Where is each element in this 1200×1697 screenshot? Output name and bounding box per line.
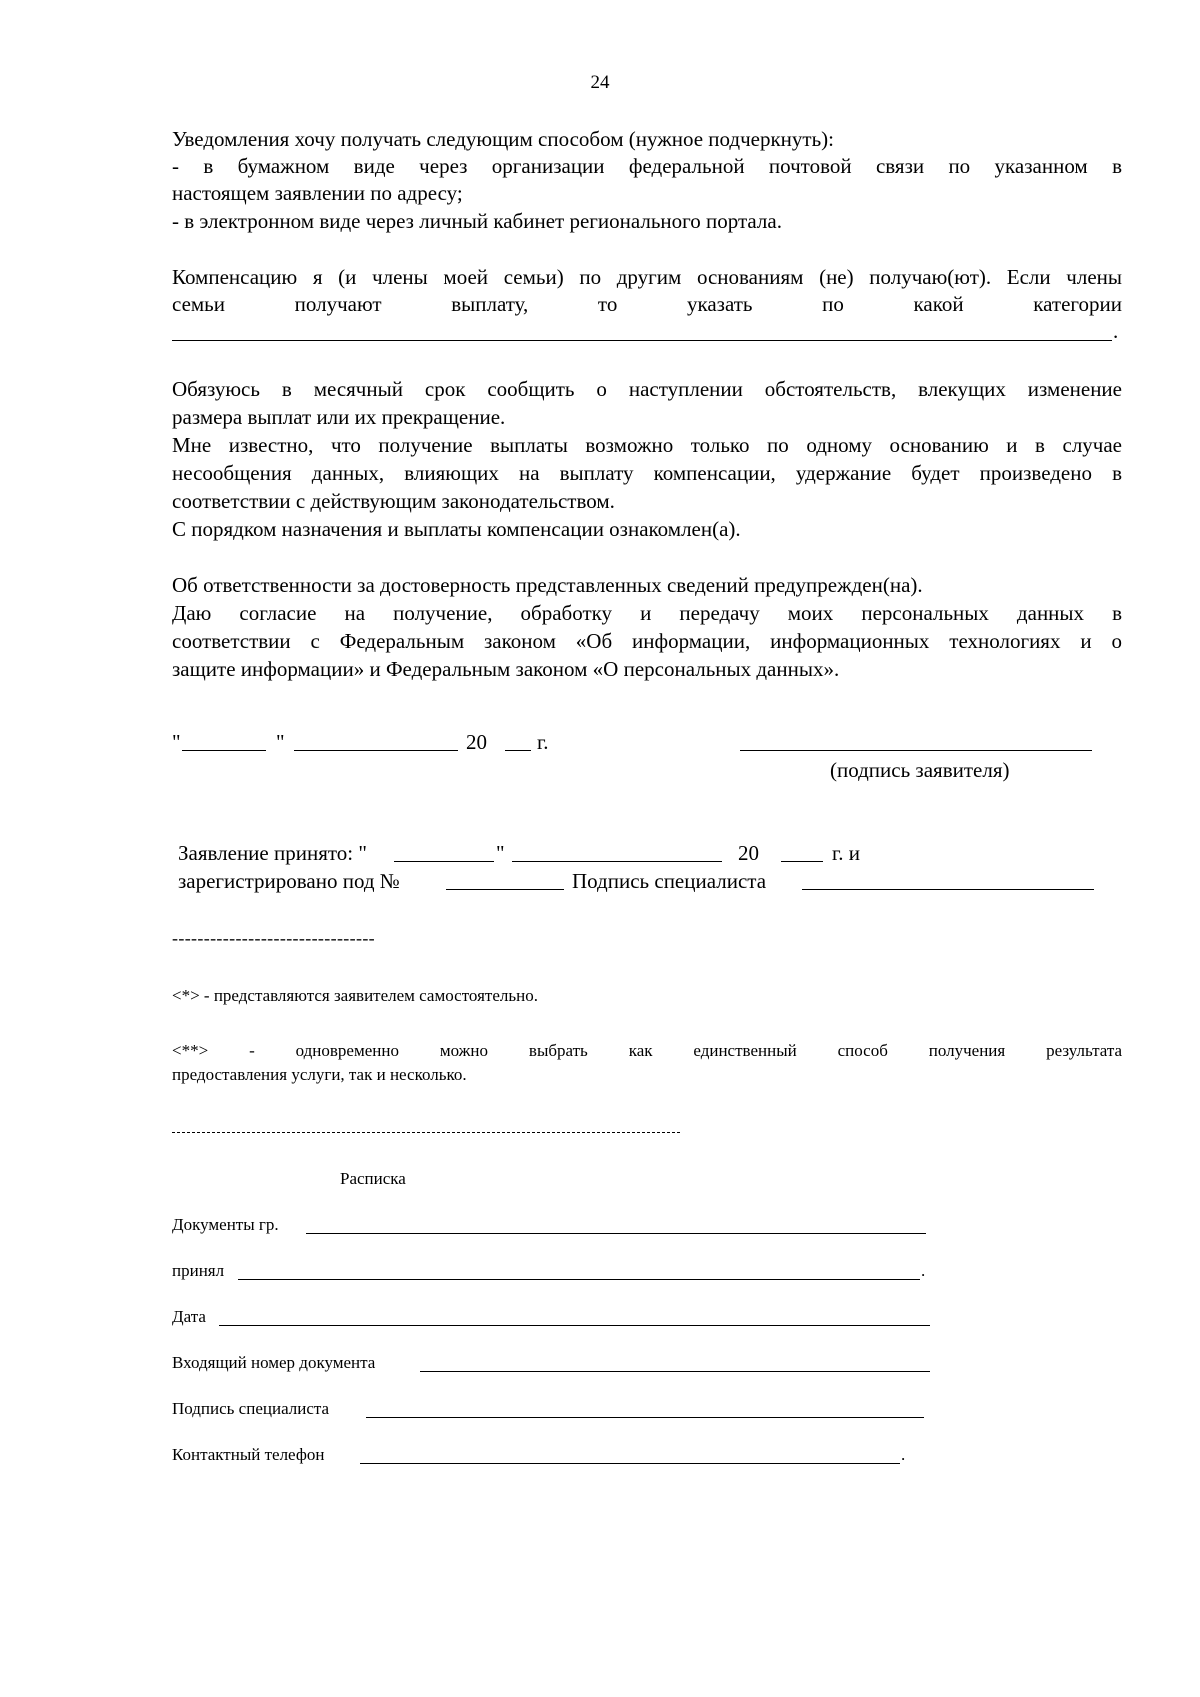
receipt-cut-line — [172, 1132, 680, 1133]
receipt-incoming-number-label: Входящий номер документа — [172, 1353, 376, 1372]
receipt-phone-period: . — [901, 1445, 906, 1464]
footnote-1: <*> - представляются заявителем самостоятельно. — [172, 986, 538, 1005]
receipt-date-blank[interactable] — [219, 1325, 930, 1326]
specialist-signature-label: Подпись специалиста — [572, 869, 767, 893]
compensation-line1: Компенсацию я (и члены моей семьи) по другим основаниям (не) получаю(ют). Если члены — [172, 265, 1122, 289]
acceptance-day-blank[interactable] — [394, 861, 494, 862]
obligations-line5: соответствии с действующим законодательством. — [172, 489, 615, 513]
receipt-documents-blank[interactable] — [306, 1233, 926, 1234]
date-month-blank[interactable] — [294, 750, 458, 751]
acceptance-year-suffix: г. и — [832, 841, 860, 865]
compensation-period: . — [1113, 319, 1119, 343]
acceptance-year-blank[interactable] — [781, 861, 823, 862]
date-year-suffix: г. — [537, 730, 549, 754]
consent-line3: соответствии с Федеральным законом «Об информации, информационных технологиях и о — [172, 629, 1122, 653]
receipt-date-label: Дата — [172, 1307, 206, 1326]
date-open-quote: " — [172, 730, 181, 754]
obligations-line3: Мне известно, что получение выплаты возможно только по одному основанию и в случае — [172, 433, 1122, 457]
notification-electronic: - в электронном виде через личный кабинет регионального портала. — [172, 209, 782, 233]
applicant-signature-blank[interactable] — [740, 750, 1092, 751]
receipt-phone-label: Контактный телефон — [172, 1445, 325, 1464]
date-year-prefix: 20 — [466, 730, 487, 754]
receipt-incoming-number-blank[interactable] — [420, 1371, 930, 1372]
receipt-accepted-label: принял — [172, 1261, 225, 1280]
registered-label: зарегистрировано под № — [178, 869, 400, 893]
obligations-line2: размера выплат или их прекращение. — [172, 405, 506, 429]
receipt-documents-label: Документы гр. — [172, 1215, 279, 1234]
footnote-2-line1: <**> - одновременно можно выбрать как единственный способ получения результата — [172, 1041, 1122, 1060]
receipt-accepted-period: . — [921, 1261, 926, 1280]
obligations-line4: несообщения данных, влияющих на выплату компенсации, удержание будет произведено в — [172, 461, 1122, 485]
footnote-separator: -------------------------------- — [172, 928, 376, 948]
date-day-blank[interactable] — [182, 750, 266, 751]
acceptance-month-blank[interactable] — [512, 861, 722, 862]
consent-line4: защите информации» и Федеральным законом «О персональных данных». — [172, 657, 840, 681]
compensation-category-blank[interactable] — [172, 340, 1112, 341]
notification-paper-line1: - в бумажном виде через организации федеральной почтовой связи по указанном в — [172, 154, 1122, 178]
receipt-specialist-signature-label: Подпись специалиста — [172, 1399, 330, 1418]
consent-line1: Об ответственности за достоверность представленных сведений предупрежден(на). — [172, 573, 923, 597]
date-year-blank[interactable] — [505, 750, 531, 751]
consent-line2: Даю согласие на получение, обработку и передачу моих персональных данных в — [172, 601, 1122, 625]
notification-intro: Уведомления хочу получать следующим способом (нужное подчеркнуть): — [172, 127, 834, 151]
receipt-title: Расписка — [340, 1169, 406, 1188]
acceptance-label: Заявление принято: " — [178, 841, 367, 865]
acceptance-year-prefix: 20 — [738, 841, 759, 865]
page-number: 24 — [590, 72, 610, 93]
obligations-line6: С порядком назначения и выплаты компенсации ознакомлен(а). — [172, 517, 741, 541]
footnote-2-line2: предоставления услуги, так и несколько. — [172, 1065, 467, 1084]
date-close-quote: " — [276, 730, 285, 754]
applicant-signature-caption: (подпись заявителя) — [830, 758, 1010, 782]
obligations-line1: Обязуюсь в месячный срок сообщить о наступлении обстоятельств, влекущих изменение — [172, 377, 1122, 401]
compensation-line2: семьи получают выплату, то указать по какой категории — [172, 292, 1122, 316]
acceptance-close-quote: " — [496, 841, 505, 865]
notification-paper-line2: настоящем заявлении по адресу; — [172, 181, 463, 205]
receipt-specialist-signature-blank[interactable] — [366, 1417, 924, 1418]
registration-number-blank[interactable] — [446, 889, 564, 890]
receipt-phone-blank[interactable] — [360, 1463, 900, 1464]
receipt-accepted-blank[interactable] — [238, 1279, 920, 1280]
specialist-signature-blank[interactable] — [802, 889, 1094, 890]
